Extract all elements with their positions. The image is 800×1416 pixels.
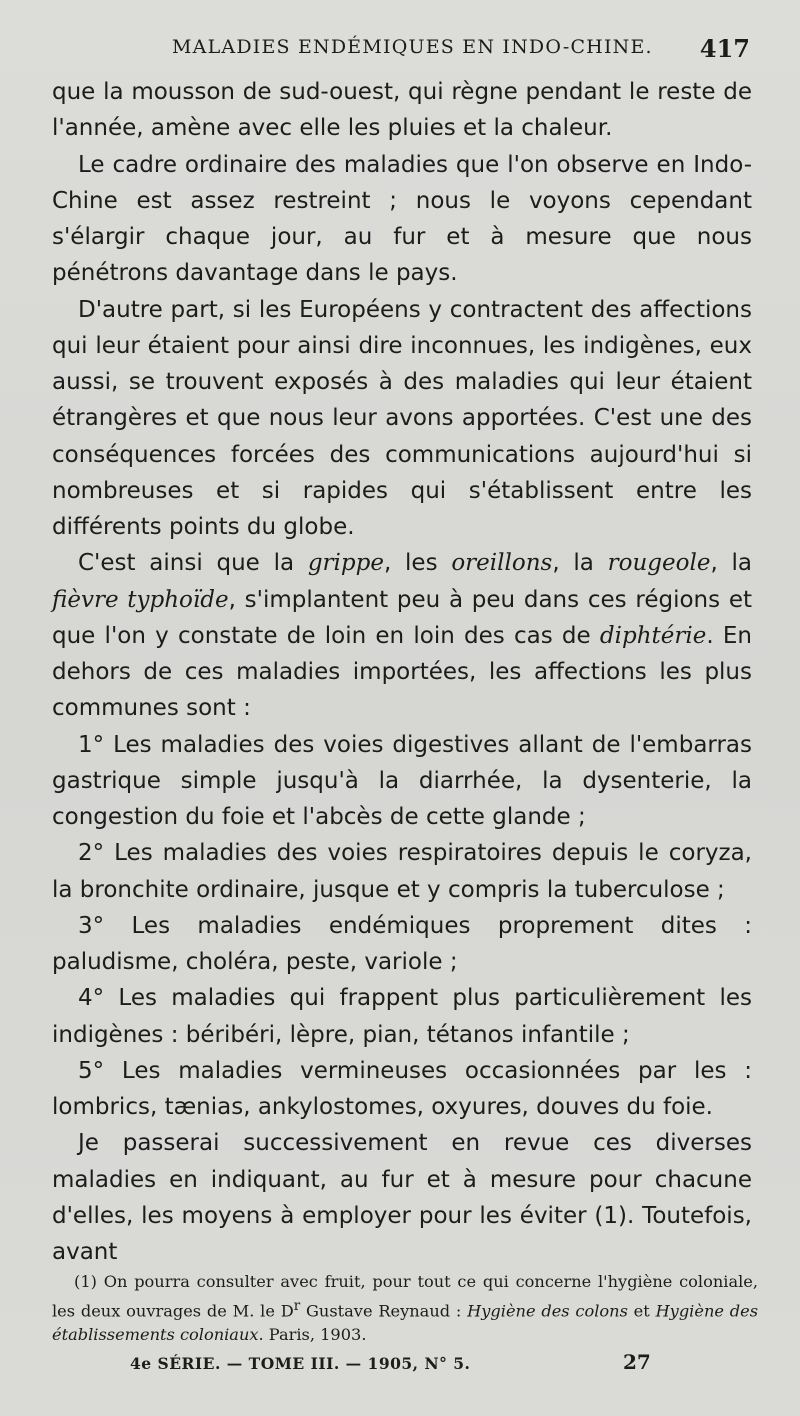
list-item-4: 4° Les maladies qui frappent plus particulièrement les indigènes : béribéri, lèpre, pian, tétanos infantile ; xyxy=(52,985,752,1048)
p4-text-2: , les xyxy=(383,550,452,577)
footnote-title-1: Hygiène des colons xyxy=(467,1301,628,1321)
footnote-title-2: Hygiène des établissements coloniaux xyxy=(52,1301,758,1345)
italic-grippe: grippe xyxy=(307,550,384,577)
running-head: MALADIES ENDÉMIQUES EN INDO-CHINE. xyxy=(172,36,653,58)
list-item-5: 5° Les maladies vermineuses occasionnées par les : lombrics, tænias, ankylostomes, oxyures, douves du foie. xyxy=(52,1057,752,1120)
footnote-text-1: (1) On pourra consulter avec fruit, pour tout ce qui concerne l'hygiène coloniale, les deux ouvrages de M. le D xyxy=(52,1272,758,1321)
list-item-3: 3° Les maladies endémiques proprement dites : paludisme, choléra, peste, variole ; xyxy=(52,912,752,975)
footnote-text-2: Gustave Reynaud : xyxy=(300,1301,468,1321)
italic-diphterie: diphtérie xyxy=(599,622,707,649)
italic-oreillons: oreillons xyxy=(451,550,553,577)
p4-text-6: . En dehors de ces maladies importées, les affections les plus communes sont : xyxy=(52,622,752,722)
list-item-1: 1° Les maladies des voies digestives allant de l'embarras gastrique simple jusqu'à la diarrhée, la dysenterie, la congestion du foie et l'abcès de cette glande ; xyxy=(52,731,752,830)
page-number: 417 xyxy=(699,34,750,63)
sheet-number: 27 xyxy=(623,1350,651,1374)
footnote-text-3: et xyxy=(627,1301,656,1321)
paragraph-1: que la mousson de sud-ouest, qui règne pendant le reste de l'année, amène avec elle les pluies et la chaleur. xyxy=(52,79,752,142)
paragraph-3: D'autre part, si les Européens y contractent des affections qui leur étaient pour ainsi dire inconnues, les indigènes, eux aussi, se trouvent exposés à des maladies qui leur étaient étrangères et que nous leur avons apportées. C'est une des conséquences forcées des communications aujourd'hui si nombreuses et si rapides qui s'établissent entre les différents points du globe. xyxy=(52,296,752,540)
list-item-2: 2° Les maladies des voies respiratoires depuis le coryza, la bronchite ordinaire, jusque et y compris la tuberculose ; xyxy=(52,840,752,903)
paragraph-4 xyxy=(52,545,752,726)
footnote xyxy=(52,1270,758,1347)
footnote-text xyxy=(52,1270,758,1347)
footnote-superscript: r xyxy=(293,1298,301,1314)
p4-text-1: C'est ainsi que la xyxy=(78,550,308,577)
italic-fievre-typhoide: fièvre typhoïde xyxy=(52,586,229,613)
paragraph-2: Le cadre ordinaire des maladies que l'on observe en Indo-Chine est assez restreint ; nous le voyons cependant s'élargir chaque jour, au fur et à mesure que nous pénétrons davantage dans le pays. xyxy=(52,151,752,287)
paragraph-last: Je passerai successivement en revue ces diverses maladies en indiquant, au fur et à mesure pour chacune d'elles, les moyens à employer pour les éviter (1). Toutefois, avant xyxy=(52,1130,752,1265)
footnote-text-4: . Paris, 1903. xyxy=(258,1325,367,1345)
page-header xyxy=(0,34,800,68)
italic-rougeole: rougeole xyxy=(607,550,711,577)
page-signature xyxy=(0,1350,800,1380)
p4-text-3: , la xyxy=(552,550,608,577)
series-line: 4e SÉRIE. — TOME III. — 1905, N° 5. xyxy=(130,1354,471,1373)
p4-text-4: , la xyxy=(710,550,753,577)
p4-text-5: , s'implantent peu à peu dans ces régions et que l'on y constate de loin en loin des cas de xyxy=(52,586,752,649)
body-text xyxy=(52,74,752,1270)
